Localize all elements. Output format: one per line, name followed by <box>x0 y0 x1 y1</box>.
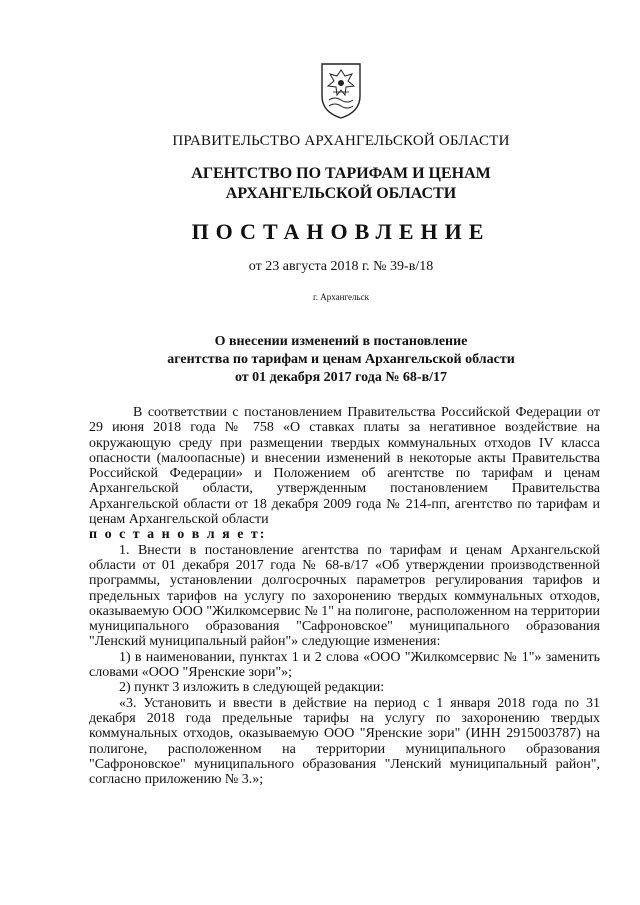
government-name: ПРАВИТЕЛЬСТВО АРХАНГЕЛЬСКОЙ ОБЛАСТИ <box>172 133 510 149</box>
document-date-number: от 23 августа 2018 г. № 39-в/18 <box>248 259 434 274</box>
agency-name-line2: АРХАНГЕЛЬСКОЙ ОБЛАСТИ <box>225 185 457 202</box>
subclause-1-paragraph: 1) в наименовании, пунктах 1 и 2 слова «ООО "Жилкомсервис № 1"» заменить словами «ООО "Яренские зори"»; <box>89 649 600 681</box>
subject-line2: агентства по тарифам и ценам Архангельской области <box>167 352 515 367</box>
subject-line1: О внесении изменений в постановление <box>214 334 468 349</box>
document-body <box>89 405 600 787</box>
agency-name-line1: АГЕНТСТВО ПО ТАРИФАМ И ЦЕНАМ <box>191 165 491 182</box>
document-type-title: ПОСТАНОВЛЕНИЕ <box>191 219 491 244</box>
document-subject <box>0 333 640 387</box>
document-city: г. Архангельск <box>313 292 369 302</box>
clause-1-paragraph: 1. Внести в постановление агентства по тарифам и ценам Архангельской области от 01 декабря 2017 года № 68-в/17 «Об утверждении производственной программы, установлении долгосрочных параметров регулирования тарифов и предельных тарифов на услугу по захоронению твердых коммунальных отходов, оказываемую ООО "Жилкомсервис № 1" на полигоне, расположенном на территории муниципального образования "Сафроновское" муниципального образования "Ленский муниципальный район"» следующие изменения: <box>89 542 600 650</box>
coat-of-arms-emblem <box>319 62 363 120</box>
decree-word: п о с т а н о в л я е т: <box>89 527 267 543</box>
subject-line3: от 01 декабря 2017 года № 68-в/17 <box>234 370 448 385</box>
agency-name <box>0 164 640 204</box>
preamble-paragraph: В соответствии с постановлением Правительства Российской Федерации от 29 июня 2018 года № 758 «О ставках платы за негативное воздействие на окружающую среду при размещении твердых коммунальных отходов IV класса опасности (малоопасные) и внесении изменений в некоторые акты Правительства Российской Федерации» и Положением об агентстве по тарифам и ценам Архангельской области, утвержденным постановлением Правительства Архангельской области от 18 декабря 2009 года № 214-пп, агентство по тарифам и ценам Архангельской области <box>89 405 600 528</box>
subclause-2-paragraph: 2) пункт 3 изложить в следующей редакции: <box>119 680 385 696</box>
new-clause-3-paragraph: «3. Установить и ввести в действие на период с 1 января 2018 года по 31 декабря 2018 года предельные тарифы на услугу по захоронению твердых коммунальных отходов, оказываемую ООО "Яренские зори" (ИНН 2915003787) на полигоне, расположенном на территории муниципального образования "Сафроновское" муниципального образования "Ленский муниципальный район", согласно приложению № 3.»; <box>89 695 600 788</box>
